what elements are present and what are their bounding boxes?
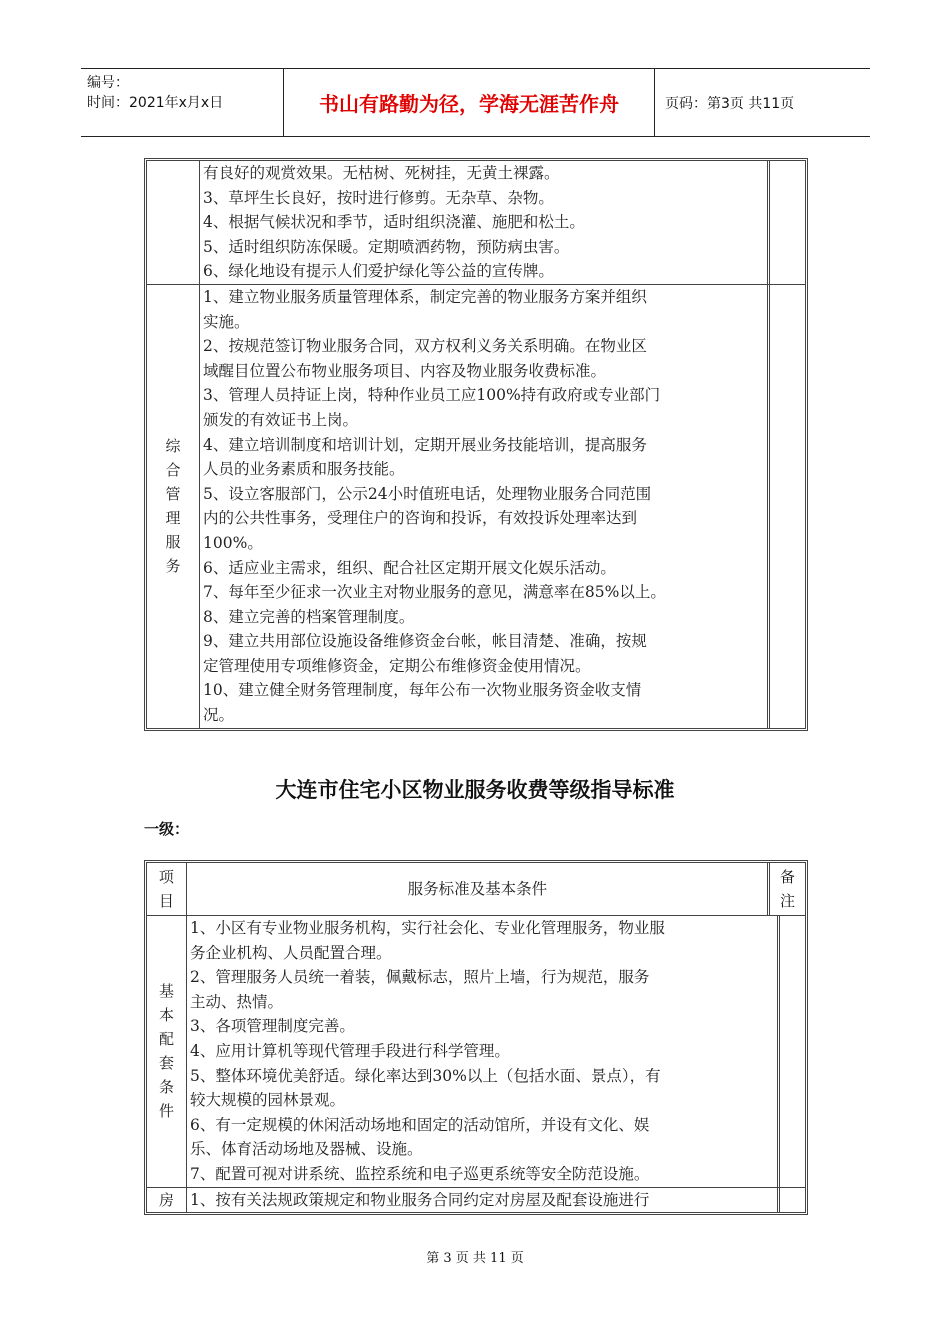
number-label: 编号：: [87, 75, 129, 91]
table-row: [147, 161, 805, 284]
content-line: 4、建立培训制度和培训计划，定期开展业务技能培训，提高服务: [203, 435, 647, 454]
remarks-cell: [780, 1188, 805, 1213]
content-line: 5、设立客服部门，公示24小时值班电话，处理物业服务合同范围: [203, 484, 652, 503]
header-remarks: [770, 863, 805, 915]
item-cell: 房: [147, 1188, 187, 1213]
time-label: 时间：2021年x月x日: [87, 95, 224, 111]
header-item-label: 项目: [158, 868, 174, 910]
content-line: 3、管理人员持证上岗，特种作业员工应100%持有政府或专业部门: [203, 386, 661, 405]
content-line: 定管理使用专项维修资金，定期公布维修资金使用情况。: [203, 656, 591, 675]
table-row: [147, 284, 805, 728]
content-line: 7、配置可视对讲系统、监控系统和电子巡更系统等安全防范设施。: [190, 1164, 650, 1183]
content-line: 2、按规范签订物业服务合同，双方权利义务关系明确。在物业区: [203, 337, 647, 356]
header-page-info: 页码：第3页 共11页: [665, 95, 795, 112]
header-remarks-label: 备注: [779, 868, 795, 910]
remarks-cell: [780, 916, 805, 1187]
content-line: 6、适应业主需求，组织、配合社区定期开展文化娱乐活动。: [203, 558, 616, 577]
header-content-label: 服务标准及基本条件: [407, 879, 548, 898]
item-label: 基本配套条件: [159, 982, 175, 1121]
content-line: 5、整体环境优美舒适。绿化率达到30%以上（包括水面、景点），有: [190, 1066, 661, 1085]
service-table-continued: [144, 158, 808, 731]
content-cell: [200, 285, 770, 728]
remarks-cell: [770, 161, 805, 284]
document-title: 大连市住宅小区物业服务收费等级指导标准: [275, 778, 675, 802]
content-line: 9、建立共用部位设施设备维修资金台帐，帐目清楚、准确，按规: [203, 632, 647, 651]
content-line: 7、每年至少征求一次业主对物业服务的意见，满意率在85%以上。: [203, 583, 666, 602]
content-line: 人员的业务素质和服务技能。: [203, 460, 405, 479]
item-cell: [147, 285, 200, 728]
item-cell: [147, 161, 200, 284]
level-heading: 一级：: [144, 820, 190, 838]
header-motto: 书山有路勤为径，学海无涯苦作舟: [283, 69, 655, 136]
content-line: 1、小区有专业物业服务机构，实行社会化、专业化管理服务，物业服: [190, 919, 665, 937]
content-line: 100%。: [203, 533, 263, 552]
item-cell: [147, 916, 187, 1187]
content-line: 8、建立完善的档案管理制度。: [203, 607, 415, 626]
content-line: 3、草坪生长良好，按时进行修剪。无杂草、杂物。: [203, 188, 554, 207]
content-line: 况。: [203, 706, 235, 725]
content-line: 1、按有关法规政策规定和物业服务合同约定对房屋及配套设施进行: [190, 1190, 650, 1209]
page-footer: 第 3 页 共 11 页: [426, 1251, 524, 1266]
content-line: 内的公共性事务，受理住户的咨询和投诉，有效投诉处理率达到: [203, 509, 638, 528]
table-row: [147, 915, 805, 1187]
content-line: 3、各项管理制度完善。: [190, 1017, 355, 1036]
remarks-cell: [770, 285, 805, 728]
header-meta: [81, 69, 283, 136]
content-line: 较大规模的园林景观。: [190, 1091, 346, 1110]
content-line: 务企业机构、人员配置合理。: [190, 943, 392, 962]
content-line: 实施。: [203, 312, 250, 331]
content-line: 10、建立健全财务管理制度，每年公布一次物业服务资金收支情: [203, 681, 642, 700]
grade-standard-table: [144, 860, 808, 1215]
content-line: 颁发的有效证书上岗。: [203, 410, 359, 429]
header-item: [147, 863, 187, 915]
item-label: 综合管理服务: [165, 437, 181, 576]
content-line: 域醒目位置公布物业服务项目、内容及物业服务收费标准。: [203, 361, 607, 380]
table-header-row: [147, 863, 805, 915]
content-line: 5、适时组织防冻保暖。定期喷洒药物，预防病虫害。: [203, 237, 570, 256]
content-line: 2、管理服务人员统一着装，佩戴标志，照片上墙，行为规范，服务: [190, 968, 650, 987]
content-cell: [200, 161, 770, 284]
header-content: [187, 863, 770, 915]
page-header: [81, 68, 870, 137]
content-line: 4、根据气候状况和季节，适时组织浇灌、施肥和松土。: [203, 213, 585, 232]
content-line: 乐、体育活动场地及器械、设施。: [190, 1140, 423, 1159]
content-line: 6、有一定规模的休闲活动场地和固定的活动馆所，并设有文化、娱: [190, 1115, 650, 1134]
content-line: 主动、热情。: [190, 992, 284, 1011]
content-line: 4、应用计算机等现代管理手段进行科学管理。: [190, 1041, 510, 1060]
content-cell: [187, 916, 780, 1187]
table-row: [147, 1187, 805, 1213]
content-line: 1、建立物业服务质量管理体系，制定完善的物业服务方案并组织: [203, 287, 647, 306]
content-line: 有良好的观赏效果。无枯树、死树挂，无黄土裸露。: [203, 164, 560, 182]
content-cell: [187, 1188, 780, 1213]
content-line: 6、绿化地设有提示人们爱护绿化等公益的宣传牌。: [203, 262, 554, 281]
